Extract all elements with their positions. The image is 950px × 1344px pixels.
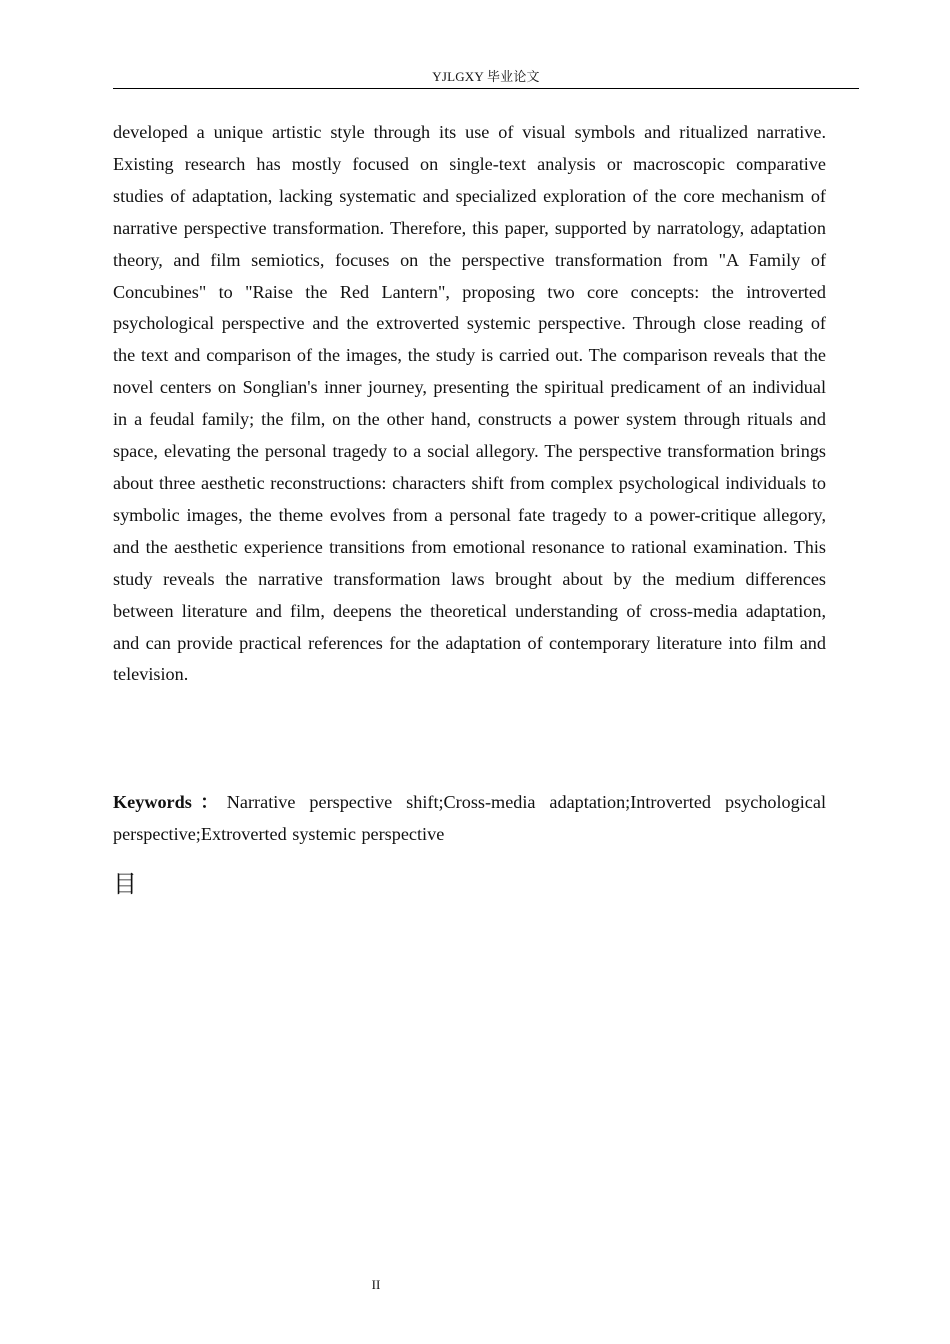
keywords-text: Narrative perspective shift;Cross-media adaptation;Introverted psychological perspective;Extroverted systemic perspective <box>113 792 826 844</box>
keywords-label: Keywords： <box>113 792 227 812</box>
table-of-contents-heading: 目 <box>113 870 137 898</box>
header-divider <box>113 88 859 89</box>
abstract-body-paragraph: developed a unique artistic style through its use of visual symbols and ritualized narrative. Existing research has mostly focused on single-text analysis or macroscopic comparative studies of adaptation, lacking systematic and specialized exploration of the core mechanism of narrative perspective transformation. Therefore, this paper, supported by narratology, adaptation theory, and film semiotics, focuses on the perspective transformation from "A Family of Concubines" to "Raise the Red Lantern", proposing two core concepts: the introverted psychological perspective and the extroverted systemic perspective. Through close reading of the text and comparison of the images, the study is carried out. The comparison reveals that the novel centers on Songlian's inner journey, presenting the spiritual predicament of an individual in a feudal family; the film, on the other hand, constructs a power system through rituals and space, elevating the personal tragedy to a social allegory. The perspective transformation brings about three aesthetic reconstructions: characters shift from complex psychological individuals to symbolic images, the theme evolves from a personal fate tragedy to a power-critique allegory, and the aesthetic experience transitions from emotional resonance to rational examination. This study reveals the narrative transformation laws brought about by the medium differences between literature and film, deepens the theoretical understanding of cross-media adaptation, and can provide practical references for the adaptation of contemporary literature into film and television. <box>113 122 826 685</box>
page-number: II <box>371 1277 381 1292</box>
running-header: YJLGXY 毕业论文 <box>432 69 540 84</box>
keywords-paragraph <box>113 787 826 851</box>
